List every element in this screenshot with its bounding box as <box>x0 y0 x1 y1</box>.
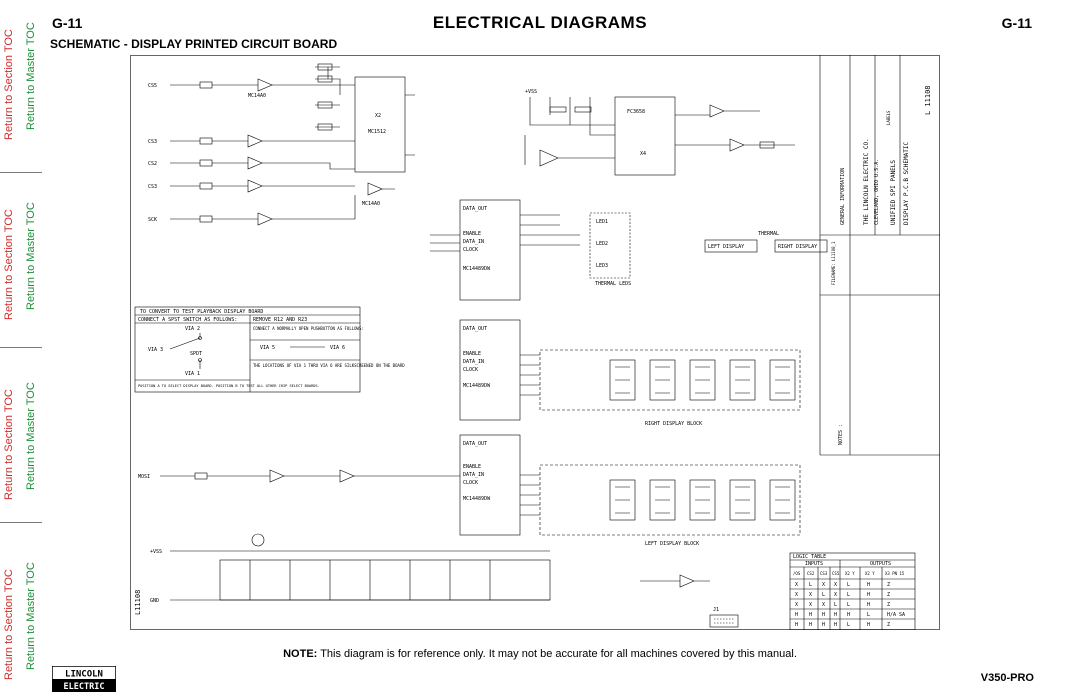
svg-text:DATA_OUT: DATA_OUT <box>463 441 488 447</box>
logic-table-cell: H <box>834 622 838 628</box>
svg-text:FC3658: FC3658 <box>627 109 646 115</box>
chip-x4-section <box>525 89 795 175</box>
resistor <box>195 473 207 479</box>
logic-table-cell: L <box>809 582 813 588</box>
logic-table-cell: H <box>822 612 826 618</box>
return-to-master-toc-link-2[interactable]: Return to Master TOC <box>25 202 37 310</box>
svg-text:CLEVELAND, OHIO U.S.A.: CLEVELAND, OHIO U.S.A. <box>874 158 880 225</box>
lincoln-electric-logo <box>52 666 116 692</box>
resistor <box>200 138 212 144</box>
svg-text:THERMAL LEDS: THERMAL LEDS <box>595 281 632 287</box>
schematic-frame <box>131 56 940 630</box>
logic-table-cell: L <box>847 582 851 588</box>
svg-text:CLOCK: CLOCK <box>463 247 479 253</box>
return-to-master-toc-link-3[interactable]: Return to Master TOC <box>25 382 37 490</box>
driver-chip-3 <box>460 435 540 535</box>
master-toc-column <box>22 0 42 698</box>
logo-bottom-text: ELECTRIC <box>63 682 105 692</box>
logic-table-cell: H <box>834 612 838 618</box>
svg-text:POSITION A TO SELECT DISPLAY B: POSITION A TO SELECT DISPLAY BOARD. POSITION B TO TEST ALL OTHER CHIP SELECT BOARDS. <box>138 384 320 388</box>
logic-table-header: X2 Y <box>845 571 855 576</box>
svg-text:SPDT: SPDT <box>190 351 203 357</box>
svg-text:DATA_OUT: DATA_OUT <box>463 206 488 212</box>
svg-text:VIA 1: VIA 1 <box>185 371 201 377</box>
svg-text:RIGHT DISPLAY BLOCK: RIGHT DISPLAY BLOCK <box>645 421 703 427</box>
left-display-block <box>540 465 800 547</box>
connector-j1 <box>640 575 738 627</box>
svg-text:ENABLE: ENABLE <box>463 231 482 237</box>
svg-text:CONNECT A NORMALLY OPEN PUSHBU: CONNECT A NORMALLY OPEN PUSHBUTTON AS FOLLOWS: <box>253 326 364 331</box>
logic-table-cell: X <box>834 582 838 588</box>
page-title: ELECTRICAL DIAGRAMS <box>432 13 648 32</box>
svg-text:OUTPUTS: OUTPUTS <box>870 561 892 567</box>
svg-text:CONNECT A SPST SWITCH AS FOLLO: CONNECT A SPST SWITCH AS FOLLOWS: <box>138 317 238 323</box>
logic-table-cell: X <box>834 592 838 598</box>
svg-text:VIA 2: VIA 2 <box>185 326 201 332</box>
svg-text:CLOCK: CLOCK <box>463 367 479 373</box>
logic-table-cell: Z <box>887 582 891 588</box>
note-text: This diagram is for reference only. It may not be accurate for all machines covered by this manual. <box>317 648 797 660</box>
logic-table-cell: X <box>795 592 799 598</box>
logic-table-cell: X <box>795 582 799 588</box>
svg-text:MOSI: MOSI <box>138 474 151 480</box>
svg-text:LABELS: LABELS <box>886 110 891 125</box>
logic-table-cell: H <box>809 622 813 628</box>
logic-table-header: CS5 <box>832 571 840 576</box>
nav-divider <box>0 522 42 523</box>
logic-table-cell: X <box>822 602 826 608</box>
inverter-gate <box>640 575 710 587</box>
svg-text:LED1: LED1 <box>596 219 609 225</box>
note-label: NOTE: <box>283 648 318 660</box>
svg-text:+VSS: +VSS <box>525 89 538 95</box>
resistor <box>200 216 212 222</box>
svg-text:VIA 5: VIA 5 <box>260 345 276 351</box>
logic-table-cell: Z <box>887 622 891 628</box>
thermal-leds <box>590 213 827 287</box>
svg-text:THE LINCOLN ELECTRIC CO.: THE LINCOLN ELECTRIC CO. <box>863 138 870 225</box>
svg-text:ENABLE: ENABLE <box>463 351 482 357</box>
svg-text:MC14489DW: MC14489DW <box>463 496 491 502</box>
logic-table-cell: H <box>867 582 871 588</box>
logic-table-cell: L <box>822 592 826 598</box>
svg-text:INPUTS: INPUTS <box>805 561 824 567</box>
logic-table-cell: H <box>809 612 813 618</box>
right-display-block <box>540 350 800 427</box>
model-number: V350-PRO <box>980 672 1034 684</box>
logo-top-text: LINCOLN <box>65 669 103 680</box>
logic-table-cell: X <box>809 592 813 598</box>
logic-table-cell: Z <box>887 592 891 598</box>
logic-table-cell: L <box>834 602 838 608</box>
logic-table-cell: Z <box>887 602 891 608</box>
svg-text:X4: X4 <box>640 151 647 157</box>
input-label: CS5 <box>148 83 158 89</box>
driver-chip-1 <box>430 200 580 300</box>
section-toc-column <box>0 0 20 698</box>
return-to-master-toc-link-1[interactable]: Return to Master TOC <box>25 22 37 130</box>
svg-text:RIGHT DISPLAY: RIGHT DISPLAY <box>778 244 818 250</box>
svg-text:LOGIC TABLE: LOGIC TABLE <box>793 554 827 560</box>
logic-table-cell: H <box>867 622 871 628</box>
nav-divider <box>0 347 42 348</box>
svg-text:MC1512: MC1512 <box>368 129 387 135</box>
input-section <box>148 64 395 225</box>
power-strip <box>150 534 550 604</box>
logic-table-cell: H <box>795 622 799 628</box>
return-to-section-toc-link-2[interactable]: Return to Section TOC <box>3 209 15 320</box>
input-label: CS2 <box>148 161 158 167</box>
inverter-gate <box>710 105 795 151</box>
svg-text:VIA 6: VIA 6 <box>330 345 346 351</box>
svg-text:DATA_IN: DATA_IN <box>463 472 485 478</box>
svg-text:ENABLE: ENABLE <box>463 464 482 470</box>
reference-note <box>0 648 1080 660</box>
svg-text:DATA_OUT: DATA_OUT <box>463 326 488 332</box>
svg-text:DISPLAY P.C.B SCHEMATIC: DISPLAY P.C.B SCHEMATIC <box>903 141 910 225</box>
logic-table-cell: H <box>847 612 851 618</box>
svg-text:UNIFIED SPI PANELS: UNIFIED SPI PANELS <box>890 159 897 225</box>
svg-text:L 11108: L 11108 <box>924 85 932 115</box>
inverter-part: MC14A0 <box>362 201 381 207</box>
svg-text:VIA 3: VIA 3 <box>148 347 164 353</box>
resistor <box>550 107 566 112</box>
svg-text:REMOVE R12 AND R23: REMOVE R12 AND R23 <box>253 317 308 323</box>
logic-table-cell: X <box>809 602 813 608</box>
svg-text:GENERAL INFORMATION: GENERAL INFORMATION <box>840 167 846 225</box>
resistor <box>575 107 591 112</box>
logic-table-cell: H <box>867 602 871 608</box>
mosi-section <box>138 470 460 482</box>
svg-text:LEFT DISPLAY BLOCK: LEFT DISPLAY BLOCK <box>645 541 700 547</box>
logic-table-header: CS3 <box>820 571 828 576</box>
logic-table-cell: L <box>847 602 851 608</box>
input-label: CS3 <box>148 139 158 145</box>
svg-text:LEFT DISPLAY: LEFT DISPLAY <box>708 244 745 250</box>
resistor <box>200 160 212 166</box>
svg-text:MC14489DW: MC14489DW <box>463 383 491 389</box>
conversion-table <box>135 307 405 392</box>
svg-text:THE LOCATIONS OF VIA 1 THRU VI: THE LOCATIONS OF VIA 1 THRU VIA 6 ARE SILKSCREENED ON THE BOARD <box>253 363 405 368</box>
page-code-right: G-11 <box>1001 15 1032 31</box>
svg-text:DATA_IN: DATA_IN <box>463 359 485 365</box>
schematic-diagram <box>130 55 940 630</box>
svg-text:CLOCK: CLOCK <box>463 480 479 486</box>
svg-text:THERMAL: THERMAL <box>758 231 780 237</box>
logic-table-cell: H <box>867 592 871 598</box>
svg-text:DATA_IN: DATA_IN <box>463 239 485 245</box>
svg-text:MC14489DW: MC14489DW <box>463 266 491 272</box>
inverter-part: MC14A0 <box>248 93 267 99</box>
title-block <box>820 55 940 455</box>
logic-table-cell: X <box>822 582 826 588</box>
logic-table-cell: H <box>795 612 799 618</box>
frame-id: L11108 <box>134 589 142 615</box>
svg-text:NOTES :: NOTES : <box>838 423 844 445</box>
logic-table-cell: L <box>847 592 851 598</box>
input-label: SCK <box>148 217 158 223</box>
svg-text:LED2: LED2 <box>596 241 609 247</box>
logic-table-header: X3 PN 15 <box>885 571 905 576</box>
resistor <box>200 82 212 88</box>
return-to-section-toc-link-1[interactable]: Return to Section TOC <box>3 29 15 140</box>
logic-table-cell: X <box>795 602 799 608</box>
logic-table-cell: L <box>847 622 851 628</box>
nav-divider <box>0 172 42 173</box>
svg-text:TO CONVERT TO TEST PLAYBACK DI: TO CONVERT TO TEST PLAYBACK DISPLAY BOARD <box>140 309 264 315</box>
driver-chip-2 <box>460 320 540 420</box>
return-to-master-toc-link-4[interactable]: Return to Master TOC <box>25 562 37 670</box>
return-to-section-toc-link-4[interactable]: Return to Section TOC <box>3 569 15 680</box>
logic-table-header: CS2 <box>807 571 815 576</box>
logic-table-header: /OS <box>793 571 801 576</box>
svg-text:LED3: LED3 <box>596 263 609 269</box>
logic-table-header: X2 Y <box>865 571 875 576</box>
side-navigation <box>0 0 42 698</box>
svg-text:FILENAME: L11108_1: FILENAME: L11108_1 <box>831 241 836 285</box>
input-label: CS3 <box>148 184 158 190</box>
logic-table-cell: L <box>867 612 871 618</box>
svg-text:J1: J1 <box>713 607 720 613</box>
svg-text:X2: X2 <box>375 113 382 119</box>
return-to-section-toc-link-3[interactable]: Return to Section TOC <box>3 389 15 500</box>
logic-table-cell: H <box>822 622 826 628</box>
resistor <box>200 183 212 189</box>
svg-text:GND: GND <box>150 598 160 604</box>
svg-text:+VSS: +VSS <box>150 549 163 555</box>
schematic-subtitle: SCHEMATIC - DISPLAY PRINTED CIRCUIT BOARD <box>50 37 338 51</box>
chip-x2 <box>355 77 415 172</box>
logic-table <box>790 553 915 630</box>
logic-table-cell: H/A SA <box>887 612 906 618</box>
page-code-left: G-11 <box>52 15 83 31</box>
